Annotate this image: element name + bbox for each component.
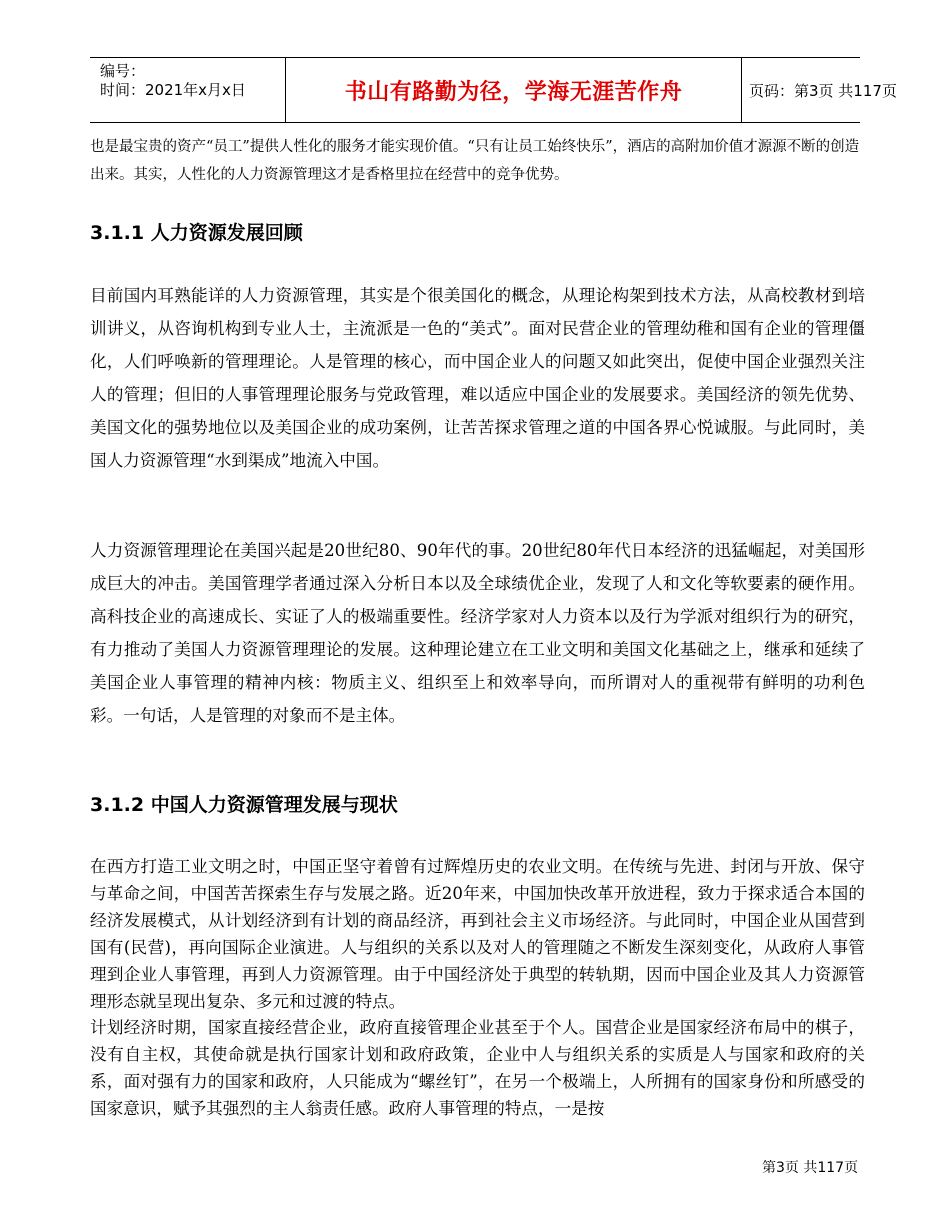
header-motto-cell <box>285 58 742 122</box>
header-meta <box>90 58 285 122</box>
body-paragraph: 在西方打造工业文明之时，中国正坚守着曾有过辉煌历史的农业文明。在传统与先进、封闭与开放、保守与革命之间，中国苦苦探索生存与发展之路。近20年来，中国加快改革开放进程，致力于探求适合本国的经济发展模式，从计划经济到有计划的商品经济，再到社会主义市场经济。与此同时，中国企业从国营到国有(民营)，再向国际企业演进。人与组织的关系以及对人的管理随之不断发生深刻变化，从政府人事管理到企业人事管理，再到人力资源管理。由于中国经济处于典型的转轨期，因而中国企业及其人力资源管理形态就呈现出复杂、多元和过渡的特点。 <box>90 857 865 1011</box>
body-paragraph: 人力资源管理理论在美国兴起是20世纪80、90年代的事。20世纪80年代日本经济的迅猛崛起，对美国形成巨大的冲击。美国管理学者通过深入分析日本以及全球绩优企业，发现了人和文化等软要素的硬作用。高科技企业的高速成长、实证了人的极端重要性。经济学家对人力资本以及行为学派对组织行为的研究，有力推动了美国人力资源管理理论的发展。这种理论建立在工业文明和美国文化基础之上，继承和延续了美国企业人事管理的精神内核：物质主义、组织至上和效率导向，而所谓对人的重视带有鲜明的功利色彩。一句话，人是管理的对象而不是主体。 <box>90 541 865 725</box>
page-footer: 第3页 共117页 <box>762 1160 859 1176</box>
body-paragraph: 目前国内耳熟能详的人力资源管理，其实是个很美国化的概念，从理论构架到技术方法，从高校教材到培训讲义，从咨询机构到专业人士，主流派是一色的“美式”。面对民营企业的管理幼稚和国有企业的管理僵化，人们呼唤新的管理理论。人是管理的核心，而中国企业人的问题又如此突出，促使中国企业强烈关注人的管理；但旧的人事管理理论服务与党政管理，难以适应中国企业的发展要求。美国经济的领先优势、美国文化的强势地位以及美国企业的成功案例，让苦苦探求管理之道的中国各界心悦诚服。与此同时，美国人力资源管理“水到渠成”地流入中国。 <box>90 286 865 470</box>
header-page-info: 页码：第3页 共117页 <box>749 81 897 100</box>
header-motto: 书山有路勤为径，学海无涯苦作舟 <box>344 79 683 105</box>
page-header <box>90 57 897 123</box>
body-paragraph: 计划经济时期，国家直接经营企业，政府直接管理企业甚至于个人。国营企业是国家经济布局中的棋子，没有自主权，其使命就是执行国家计划和政府政策，企业中人与组织关系的实质是人与国家和政府的关系，面对强有力的国家和政府，人只能成为“螺丝钉”，在另一个极端上，人所拥有的国家身份和所感受的国家意识，赋予其强烈的主人翁责任感。政府人事管理的特点，一是按 <box>90 1018 865 1118</box>
document-number-label: 编号： <box>100 62 146 80</box>
intro-paragraph: 也是最宝贵的资产“员工”提供人性化的服务才能实现价值。“只有让员工始终快乐”，酒店的高附加价值才源源不断的创造出来。其实，人性化的人力资源管理这才是香格里拉在经营中的竞争优势。 <box>90 139 860 183</box>
section-heading-3-1-1: 3.1.1 人力资源发展回顾 <box>90 222 303 244</box>
section-heading-3-1-2: 3.1.2 中国人力资源管理发展与现状 <box>90 794 398 816</box>
header-page-cell <box>741 58 897 122</box>
document-time: 时间：2021年x月x日 <box>100 81 246 99</box>
